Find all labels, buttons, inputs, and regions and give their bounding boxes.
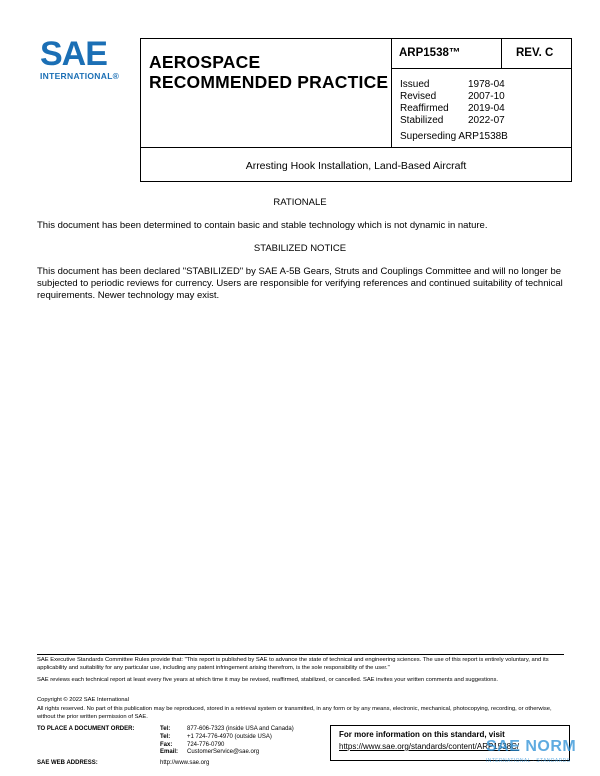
contact-label: Fax: — [160, 741, 173, 748]
date-label: Stabilized — [400, 115, 444, 126]
date-label: Reaffirmed — [400, 103, 449, 114]
contact-row — [160, 726, 294, 734]
date-row-reaffirmed — [400, 103, 565, 115]
rationale-heading: RATIONALE — [273, 197, 327, 208]
date-row-stabilized — [400, 115, 565, 127]
revision-cell — [502, 39, 571, 69]
date-list — [400, 79, 565, 127]
date-row-revised — [400, 91, 565, 103]
footer-rule — [37, 654, 564, 655]
title-cell — [141, 39, 391, 147]
logo-subtext: INTERNATIONAL® — [40, 71, 120, 81]
contact-row — [160, 749, 294, 757]
date-row-issued — [400, 79, 565, 91]
doc-type-line1: AEROSPACE — [149, 52, 261, 72]
info-text: For more information on this standard, visit — [339, 730, 505, 739]
date-label: Revised — [400, 91, 437, 102]
doc-number-cell — [392, 39, 502, 69]
date-value: 1978-04 — [468, 79, 505, 90]
date-value: 2022-07 — [468, 115, 505, 126]
contact-label: Tel: — [160, 733, 171, 740]
date-value: 2007-10 — [468, 91, 505, 102]
revision: REV. C — [516, 47, 554, 59]
contact-value: 877-606-7323 (inside USA and Canada) — [187, 726, 294, 732]
watermark-subtext: INTERNATIONAL · STANDARDS — [486, 758, 571, 764]
date-value: 2019-04 — [468, 103, 505, 114]
doc-type-line2: RECOMMENDED PRACTICE — [149, 72, 389, 92]
web-link[interactable]: http://www.sae.org — [160, 760, 210, 766]
footer-rights: All rights reserved. No part of this publication may be reproduced, stored in a retrieval system or transmitted, in any form or by any means, electronic, mechanical, photocopying, recording, or otherwise, without the prior written permission of SAE. — [37, 706, 552, 720]
date-label: Issued — [400, 79, 430, 90]
footer-copyright: Copyright © 2022 SAE International — [37, 697, 129, 703]
doc-number: ARP1538™ — [399, 47, 461, 59]
contact-label: Tel: — [160, 726, 171, 732]
watermark-logo — [486, 738, 600, 776]
rationale-text: This document has been determined to contain basic and stable technology which is not dynamic in nature. — [37, 220, 488, 231]
contact-value[interactable]: CustomerService@sae.org — [187, 749, 260, 756]
contact-value: +1 724-776-4970 (outside USA) — [187, 733, 272, 740]
header-divider-horizontal — [141, 147, 571, 148]
logo-brand: SAE — [40, 35, 107, 73]
stabilized-text: This document has been declared "STABILIZED" by SAE A-5B Gears, Struts and Couplings Committee and will no longer be subjected to periodic reviews for currency. Users are responsible for verifying references and continued suitability of technical requirements. Newer technology may exist. — [37, 266, 563, 301]
order-label: TO PLACE A DOCUMENT ORDER: — [37, 726, 135, 732]
watermark-text: SAE NORM — [486, 738, 577, 755]
web-label: SAE WEB ADDRESS: — [37, 760, 98, 766]
header-box — [140, 38, 572, 182]
contact-value: 724-776-0790 — [187, 741, 225, 748]
standard-link[interactable]: https://www.sae.org/standards/content/ARP1538C/ — [339, 742, 520, 751]
contact-list — [160, 726, 294, 757]
superseding-note: Superseding ARP1538B — [400, 131, 508, 142]
sae-logo — [38, 36, 122, 86]
doc-subtitle: Arresting Hook Installation, Land-Based Aircraft — [245, 160, 467, 172]
contact-label: Email: — [160, 749, 179, 756]
footer-rules: SAE Executive Standards Committee Rules provide that: "This report is published by SAE to advance the state of technical and engineering sciences. The use of this report is entirely voluntary, and its applicability and suitability for any particular use, including any patent infringement arising therefrom, is the sole responsibility of the user." — [37, 657, 549, 671]
stabilized-heading: STABILIZED NOTICE — [253, 243, 347, 254]
contact-row — [160, 734, 294, 742]
footer-review: SAE reviews each technical report at least every five years at which time it may be revised, reaffirmed, stabilized, or cancelled. SAE invites your written comments and suggestions. — [37, 677, 498, 683]
contact-row — [160, 742, 294, 750]
